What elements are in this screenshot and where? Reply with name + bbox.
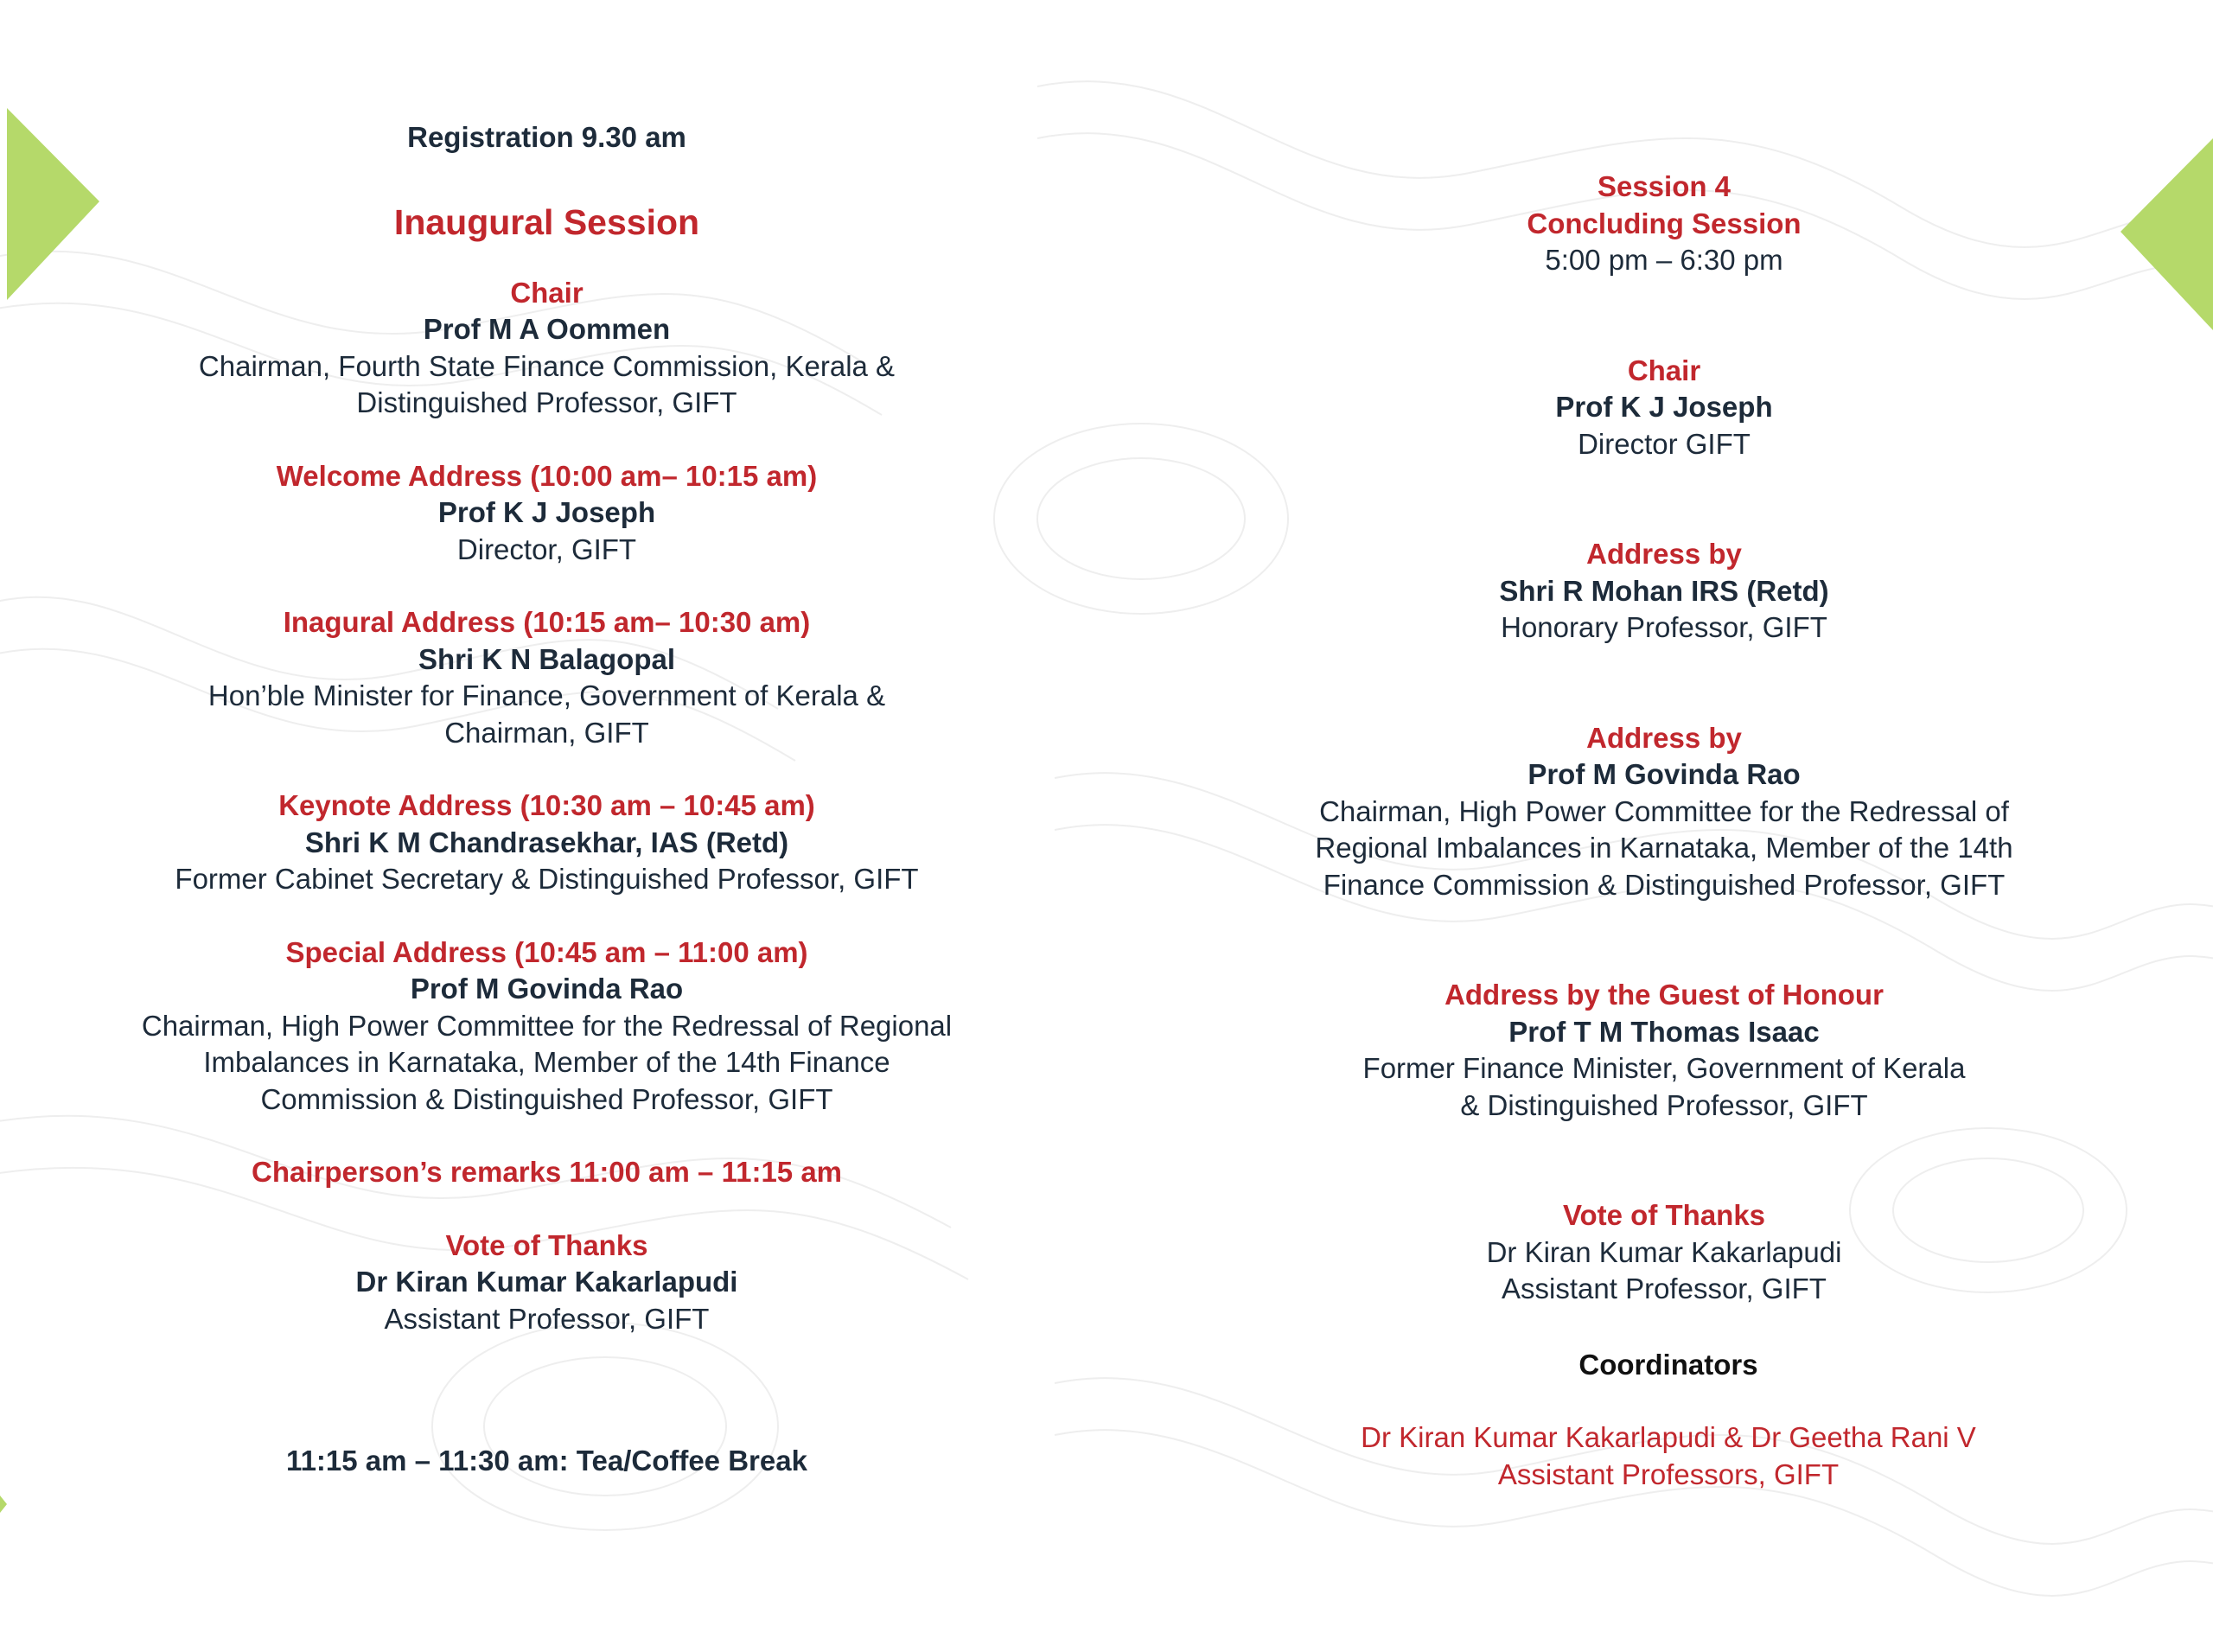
keynote-designation: Former Cabinet Secretary & Distinguished Professor, GIFT	[175, 863, 919, 895]
right-vote-designation: Assistant Professor, GIFT	[1502, 1272, 1827, 1304]
small-triangle-decoration	[0, 1496, 9, 1513]
coordinators-heading: Coordinators	[1578, 1348, 1758, 1381]
session-title: Concluding Session	[1527, 207, 1802, 239]
special-designation-3: Commission & Distinguished Professor, GIFT	[260, 1082, 833, 1115]
coordinators-block	[1210, 1347, 2118, 1494]
inaugural-designation-1: Hon’ble Minister for Finance, Government of Kerala &	[207, 679, 886, 711]
vote-designation: Assistant Professor, GIFT	[384, 1302, 710, 1335]
special-speaker: Prof M Govinda Rao	[410, 973, 684, 1005]
vote-heading: Vote of Thanks	[445, 1228, 648, 1261]
welcome-heading: Welcome Address (10:00 am– 10:15 am)	[276, 459, 818, 492]
keynote-heading: Keynote Address (10:30 am – 10:45 am)	[278, 789, 815, 821]
keynote-speaker: Shri K M Chandrasekhar, IAS (Retd)	[304, 826, 789, 858]
right-chair-block	[1210, 353, 2118, 463]
address-by-block-2	[1210, 720, 2118, 904]
right-chair-heading: Chair	[1627, 354, 1701, 386]
guest-designation-2: & Distinguished Professor, GIFT	[1460, 1088, 1868, 1121]
vote-of-thanks-block	[91, 1228, 1003, 1338]
address-2-designation-3: Finance Commission & Distinguished Professor, GIFT	[1323, 868, 2006, 901]
inaugural-designation-2: Chairman, GIFT	[444, 716, 649, 749]
session-number: Session 4	[1597, 170, 1731, 202]
address-by-block-1	[1210, 536, 2118, 647]
concluding-program-column	[1210, 169, 2118, 1493]
chairperson-remarks: Chairperson’s remarks 11:00 am – 11:15 am	[251, 1156, 843, 1188]
guest-heading: Address by the Guest of Honour	[1445, 979, 1884, 1011]
coordinators-names: Dr Kiran Kumar Kakarlapudi & Dr Geetha Rani V	[1361, 1421, 1976, 1453]
right-vote-heading: Vote of Thanks	[1562, 1199, 1766, 1231]
inaugural-address-block	[91, 604, 1003, 751]
special-heading: Special Address (10:45 am – 11:00 am)	[285, 935, 808, 968]
session-time: 5:00 pm – 6:30 pm	[1545, 244, 1783, 276]
left-triangle-decoration	[0, 108, 104, 303]
special-designation-1: Chairman, High Power Committee for the Redressal of Regional	[141, 1009, 953, 1042]
special-address-block	[91, 934, 1003, 1119]
welcome-speaker: Prof K J Joseph	[437, 496, 656, 528]
chair-designation-2: Distinguished Professor, GIFT	[356, 386, 737, 418]
right-chair-name: Prof K J Joseph	[1555, 391, 1773, 423]
address-1-designation: Honorary Professor, GIFT	[1501, 611, 1827, 643]
right-triangle-decoration	[2116, 138, 2213, 333]
keynote-address-block	[91, 788, 1003, 898]
address-2-heading: Address by	[1586, 721, 1742, 754]
chair-name: Prof M A Oommen	[423, 313, 671, 345]
chair-heading: Chair	[510, 276, 584, 309]
inaugural-speaker: Shri K N Balagopal	[418, 642, 676, 675]
tea-break: 11:15 am – 11:30 am: Tea/Coffee Break	[286, 1445, 807, 1477]
vote-speaker: Dr Kiran Kumar Kakarlapudi	[355, 1266, 738, 1298]
guest-of-honour-block	[1210, 977, 2118, 1124]
welcome-designation: Director, GIFT	[456, 533, 637, 565]
address-1-heading: Address by	[1586, 538, 1742, 570]
inaugural-program-column	[91, 119, 1003, 1480]
address-1-speaker: Shri R Mohan IRS (Retd)	[1499, 574, 1829, 607]
address-2-speaker: Prof M Govinda Rao	[1527, 758, 1801, 790]
inaugural-heading: Inagural Address (10:15 am– 10:30 am)	[283, 606, 811, 638]
chair-block	[91, 275, 1003, 422]
address-2-designation-1: Chairman, High Power Committee for the Redressal of	[1319, 794, 2009, 827]
address-2-designation-2: Regional Imbalances in Karnataka, Member of the 14th	[1315, 832, 2013, 864]
right-chair-designation: Director GIFT	[1578, 427, 1751, 460]
special-designation-2: Imbalances in Karnataka, Member of the 14th Finance	[203, 1046, 890, 1078]
registration-time: Registration 9.30 am	[407, 121, 686, 153]
right-vote-speaker: Dr Kiran Kumar Kakarlapudi	[1486, 1235, 1842, 1268]
guest-speaker: Prof T M Thomas Isaac	[1508, 1015, 1820, 1048]
right-vote-of-thanks-block	[1210, 1197, 2118, 1308]
guest-designation-1: Former Finance Minister, Government of Kerala	[1362, 1052, 1966, 1084]
inaugural-session-title: Inaugural Session	[393, 201, 700, 242]
welcome-address-block	[91, 458, 1003, 569]
chair-designation-1: Chairman, Fourth State Finance Commission, Kerala &	[198, 349, 896, 382]
coordinators-designation: Assistant Professors, GIFT	[1497, 1457, 1840, 1490]
